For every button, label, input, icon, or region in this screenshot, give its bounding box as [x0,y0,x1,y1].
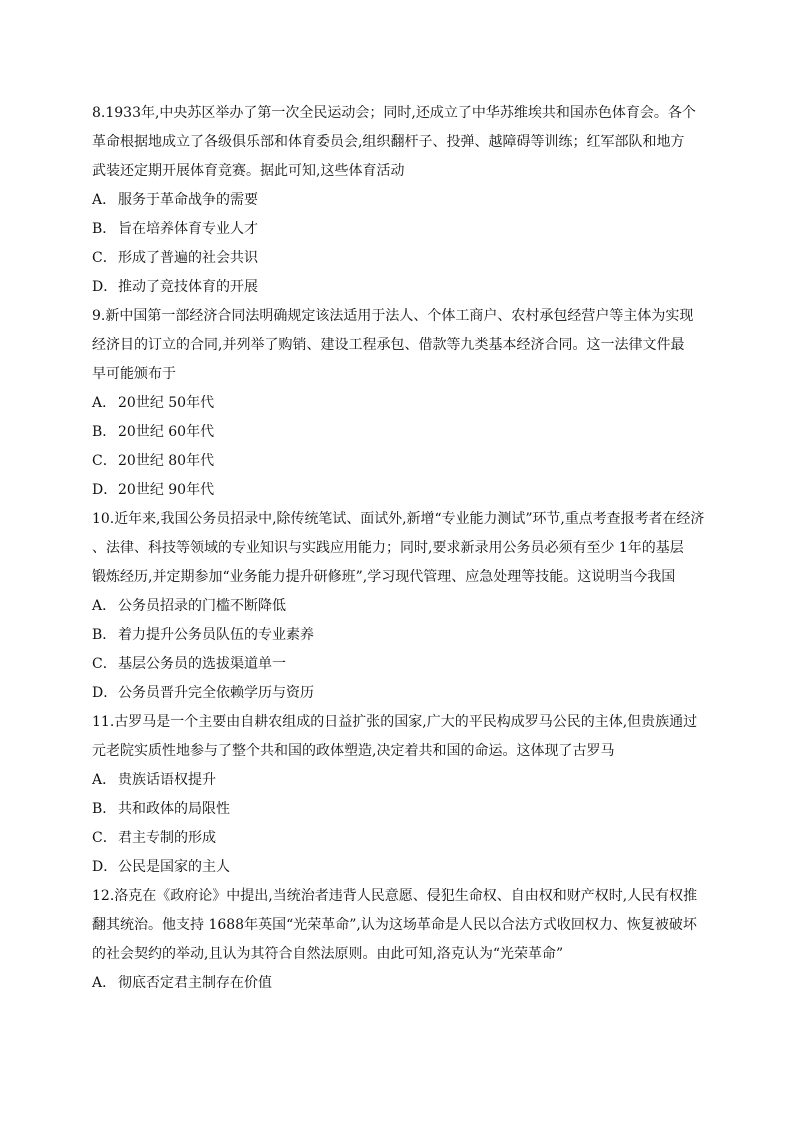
option-text: 着力提升公务员队伍的专业素养 [118,627,314,643]
question-stem-line: 元老院实质性地参与了整个共和国的政体塑造,决定着共和国的命运。这体现了古罗马 [92,743,615,759]
option-b [92,418,704,447]
option-letter: C． [92,830,117,846]
option-a [92,592,704,621]
option-letter: D． [92,279,118,295]
question-stem-line: 经济目的订立的合同,并列举了购销、建设工程承包、借款等九类基本经济合同。这一法律文件最 [92,337,685,353]
option-text: 公民是国家的主人 [118,859,230,875]
option-d [92,476,704,505]
option-text: 服务于革命战争的需要 [118,192,258,208]
option-text: 20世纪 80年代 [118,453,215,469]
option-d [92,853,704,882]
question-12 [92,882,704,998]
option-letter: B． [92,627,117,643]
question-list [92,99,704,998]
question-stem-line: 革命根据地成立了各级俱乐部和体育委员会,组织翻杆子、投弹、越障碍等训练；红军部队和地方 [92,134,685,150]
option-text: 共和政体的局限性 [118,801,230,817]
option-d [92,679,704,708]
question-9 [92,302,704,505]
option-letter: B． [92,801,117,817]
option-letter: B． [92,221,117,237]
question-stem-line: 11.古罗马是一个主要由自耕农组成的日益扩张的国家,广大的平民构成罗马公民的主体,但贵族通过 [92,714,698,730]
option-c [92,244,704,273]
option-letter: A． [92,772,117,788]
option-a [92,186,704,215]
question-stem-line: 8.1933年,中央苏区举办了第一次全民运动会；同时,还成立了中华苏维埃共和国赤色体育会。各个 [92,105,696,121]
question-stem-line: 早可能颁布于 [92,366,176,382]
option-letter: A． [92,598,117,614]
option-text: 君主专制的形成 [118,830,216,846]
option-text: 20世纪 60年代 [118,424,215,440]
option-d [92,273,704,302]
question-stem-line: 翻其统治。他支持 1688年英国“光荣革命”,认为这场革命是人民以合法方式收回权力、恢复被破坏 [92,917,697,933]
option-text: 彻底否定君主制存在价值 [118,975,272,991]
option-text: 旨在培养体育专业人才 [118,221,258,237]
option-letter: B． [92,424,117,440]
option-b [92,621,704,650]
question-stem-line: 10.近年来,我国公务员招录中,除传统笔试、面试外,新增“专业能力测试”环节,重点考查报考者在经济 [92,511,705,527]
question-10 [92,505,704,708]
option-b [92,215,704,244]
option-a [92,969,704,998]
option-letter: C． [92,656,117,672]
question-stem-line: 、法律、科技等领域的专业知识与实践应用能力；同时,要求新录用公务员必须有至少 1年的基层 [92,540,684,556]
question-stem-line: 12.洛克在《政府论》中提出,当统治者违背人民意愿、侵犯生命权、自由权和财产权时,人民有权推 [92,888,698,904]
question-stem-line: 武装还定期开展体育竞赛。据此可知,这些体育活动 [92,163,405,179]
option-c [92,824,704,853]
option-letter: C． [92,453,117,469]
question-11 [92,708,704,882]
option-letter: A． [92,192,117,208]
option-text: 公务员晋升完全依赖学历与资历 [118,685,314,701]
option-letter: C． [92,250,117,266]
option-letter: A． [92,395,117,411]
option-text: 20世纪 50年代 [118,395,215,411]
option-letter: A． [92,975,117,991]
option-b [92,795,704,824]
option-a [92,389,704,418]
option-text: 公务员招录的门槛不断降低 [118,598,286,614]
option-text: 形成了普遍的社会共识 [118,250,258,266]
option-letter: D． [92,859,118,875]
question-stem-line: 的社会契约的举动,且认为其符合自然法原则。由此可知,洛克认为“光荣革命” [92,946,564,962]
question-8 [92,99,704,302]
option-text: 20世纪 90年代 [118,482,215,498]
option-letter: D． [92,685,118,701]
option-letter: D． [92,482,118,498]
option-c [92,447,704,476]
option-text: 推动了竞技体育的开展 [118,279,258,295]
question-stem-line: 锻炼经历,并定期参加“业务能力提升研修班”,学习现代管理、应急处理等技能。这说明当今我国 [92,569,676,585]
option-a [92,766,704,795]
option-text: 贵族话语权提升 [118,772,216,788]
question-stem-line: 9.新中国第一部经济合同法明确规定该法适用于法人、个体工商户、农村承包经营户等主体为实现 [92,308,694,324]
option-text: 基层公务员的选拔渠道单一 [118,656,286,672]
option-c [92,650,704,679]
